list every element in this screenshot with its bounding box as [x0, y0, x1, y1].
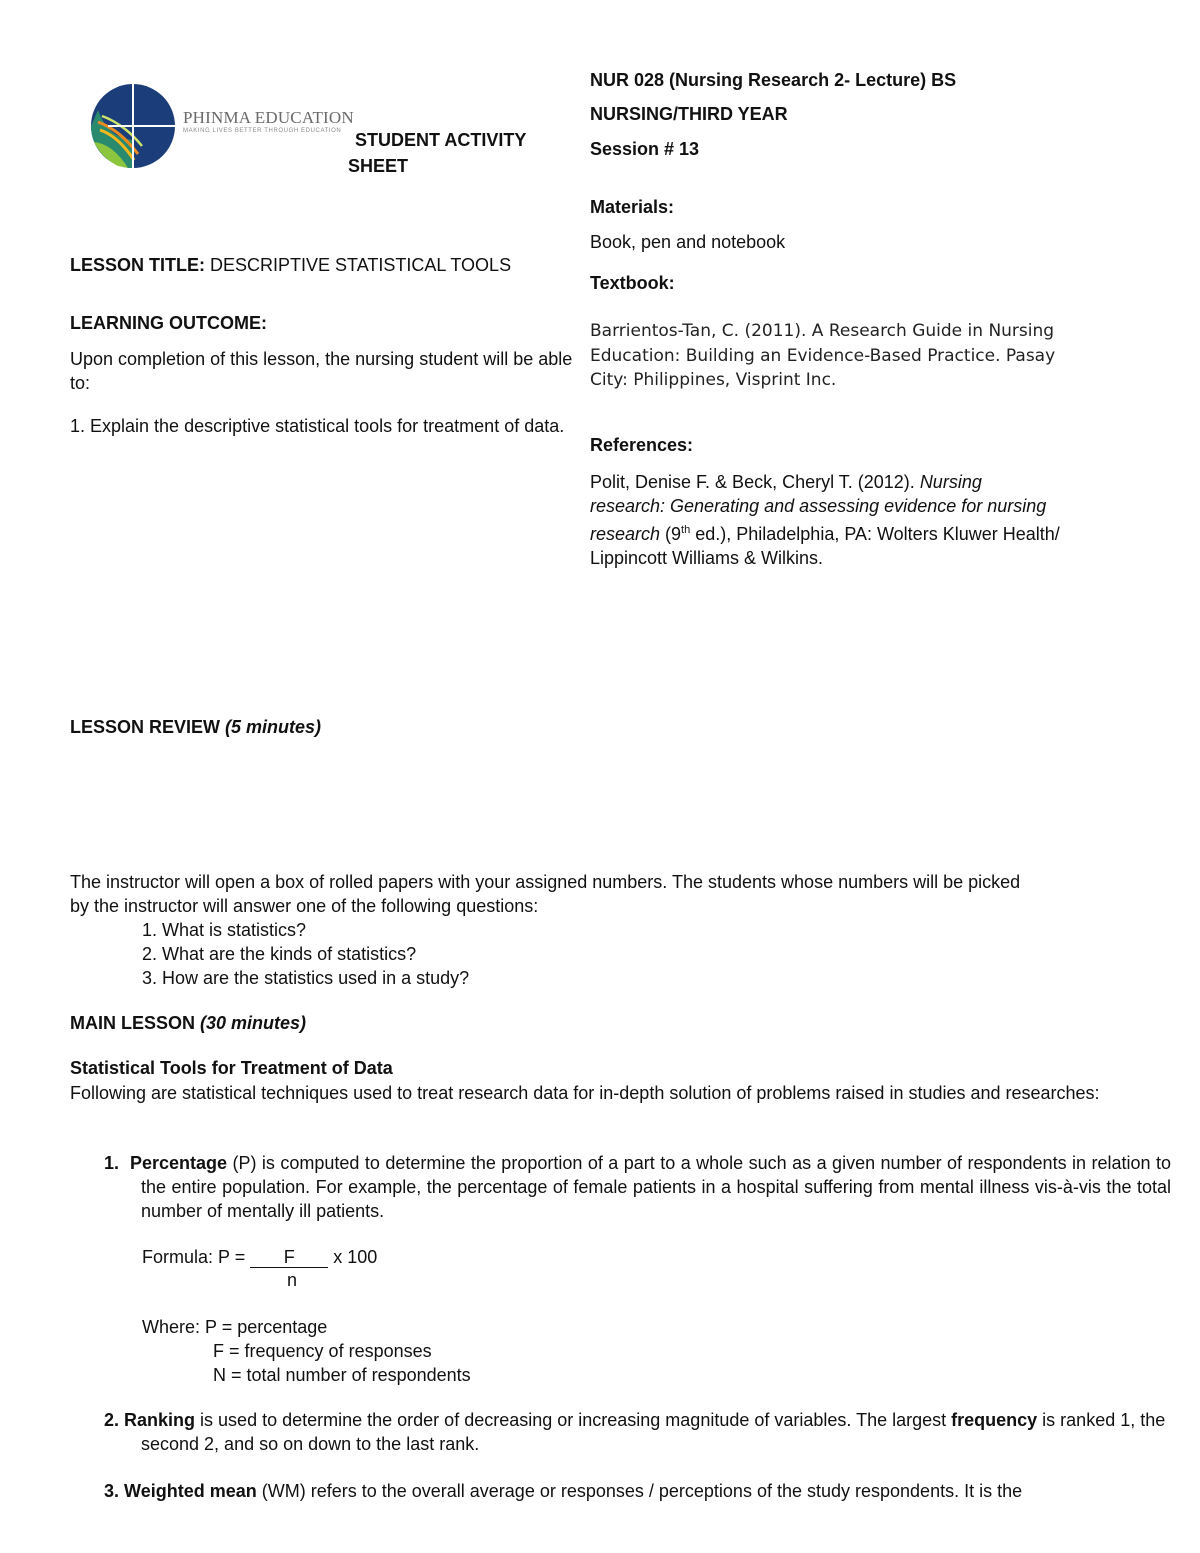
- learning-outcome-intro: Upon completion of this lesson, the nursing student will be able to:: [70, 349, 573, 393]
- session-number: Session # 13: [590, 139, 700, 159]
- main-lesson-heading: [70, 1013, 306, 1034]
- list-item-number: 2.: [104, 1410, 120, 1430]
- lesson-review-label: LESSON REVIEW: [70, 717, 226, 737]
- list-item-text: is ranked 1, the second 2, and so on down to the last rank.: [141, 1410, 1166, 1454]
- section-intro: Following are statistical techniques used to treat research data for in-depth solution of problems raised in studies and researches:: [70, 1083, 1100, 1103]
- sheet-title-line2: SHEET: [348, 156, 409, 176]
- list-item-term: frequency: [951, 1410, 1038, 1430]
- review-question: 2. What are the kinds of statistics?: [142, 944, 417, 964]
- list-item-number: 1.: [104, 1153, 120, 1173]
- where-line: F = frequency of responses: [213, 1341, 432, 1361]
- formula-legend: [142, 1315, 471, 1387]
- list-item-text: (P) is computed to determine the proportion of a part to a whole such as a given number of respondents in relation to the entire population. For example, the percentage of female patients in a hospital suffering from mental illness vis-à-vis the total number of mentally ill patients.: [141, 1153, 1171, 1221]
- instruction-line: by the instructor will answer one of the following questions:: [70, 896, 539, 916]
- where-line: P = percentage: [205, 1317, 328, 1337]
- reference-text: ed.), Philadelphia, PA: Wolters Kluwer Health/: [690, 524, 1060, 544]
- reference-text: Lippincott Williams & Wilkins.: [590, 548, 824, 568]
- list-item-term: Ranking: [124, 1410, 196, 1430]
- list-item-term: Percentage: [129, 1153, 227, 1173]
- main-lesson-time: (30 minutes): [200, 1013, 307, 1033]
- course-title-line1: NUR 028 (Nursing Research 2- Lecture) BS: [590, 70, 957, 90]
- materials-text: Book, pen and notebook: [590, 232, 786, 252]
- materials-label: Materials:: [590, 197, 675, 217]
- textbook-citation: [590, 319, 1130, 392]
- sheet-title: [348, 127, 526, 179]
- lesson-review-heading: [70, 717, 321, 738]
- list-item-text: (WM) refers to the overall average or responses / perceptions of the study respondents. It is the: [256, 1481, 1023, 1501]
- lesson-title-label: LESSON TITLE:: [70, 255, 205, 275]
- phinma-emblem-icon: [88, 80, 178, 172]
- reference-text: Polit, Denise F. & Beck, Cheryl T. (2012).: [590, 472, 920, 492]
- section-title: Statistical Tools for Treatment of Data: [70, 1058, 393, 1078]
- formula-numerator: F: [250, 1247, 328, 1268]
- textbook-line: Education: Building an Evidence-Based Practice. Pasay: [590, 346, 1056, 366]
- lesson-title: [70, 255, 580, 276]
- formula-prefix: Formula: P =: [142, 1247, 251, 1267]
- phinma-logo: [88, 80, 354, 172]
- learning-outcome-item: 1. Explain the descriptive statistical tools for treatment of data.: [70, 416, 565, 436]
- lesson-title-value: DESCRIPTIVE STATISTICAL TOOLS: [205, 255, 512, 275]
- main-lesson-label: MAIN LESSON: [70, 1013, 201, 1033]
- textbook-line: Barrientos-Tan, C. (2011). A Research Guide in Nursing: [590, 321, 1055, 341]
- instruction-line: The instructor will open a box of rolled papers with your assigned numbers. The students whose numbers will be picked: [70, 872, 1021, 892]
- list-item: [104, 1479, 1134, 1503]
- reference-title: research: [590, 524, 661, 544]
- reference-sup: th: [681, 524, 691, 536]
- lesson-review-time: (5 minutes): [225, 717, 322, 737]
- sheet-title-line1: STUDENT ACTIVITY: [355, 130, 527, 150]
- reference-text: (9: [660, 524, 682, 544]
- lesson-review-instructions: [70, 870, 1140, 990]
- formula-suffix: x 100: [328, 1247, 378, 1267]
- references-label: References:: [590, 435, 694, 455]
- textbook-label: Textbook:: [590, 273, 675, 293]
- review-question: 1. What is statistics?: [142, 920, 307, 940]
- list-item: [104, 1408, 1171, 1456]
- course-title-line2: NURSING/THIRD YEAR: [590, 104, 788, 124]
- formula-denominator: n: [287, 1270, 298, 1290]
- where-label: Where:: [142, 1317, 206, 1337]
- reference-title: Nursing: [919, 472, 982, 492]
- list-item-term: Weighted mean: [124, 1481, 257, 1501]
- list-item-text: is used to determine the order of decreasing or increasing magnitude of variables. The largest: [195, 1410, 952, 1430]
- learning-outcome-label: LEARNING OUTCOME:: [70, 313, 267, 333]
- list-item: [104, 1151, 1171, 1223]
- percentage-formula: [142, 1246, 377, 1268]
- logo-tagline: MAKING LIVES BETTER THROUGH EDUCATION: [183, 128, 342, 134]
- textbook-line: City: Philippines, Visprint Inc.: [590, 370, 837, 390]
- logo-brand: PHINMA EDUCATION: [183, 108, 354, 127]
- where-line: N = total number of respondents: [213, 1365, 471, 1385]
- review-question: 3. How are the statistics used in a study?: [142, 968, 470, 988]
- list-item-number: 3.: [104, 1481, 120, 1501]
- references-citation: [590, 470, 1130, 570]
- reference-title: research: Generating and assessing evidence for nursing: [590, 496, 1047, 516]
